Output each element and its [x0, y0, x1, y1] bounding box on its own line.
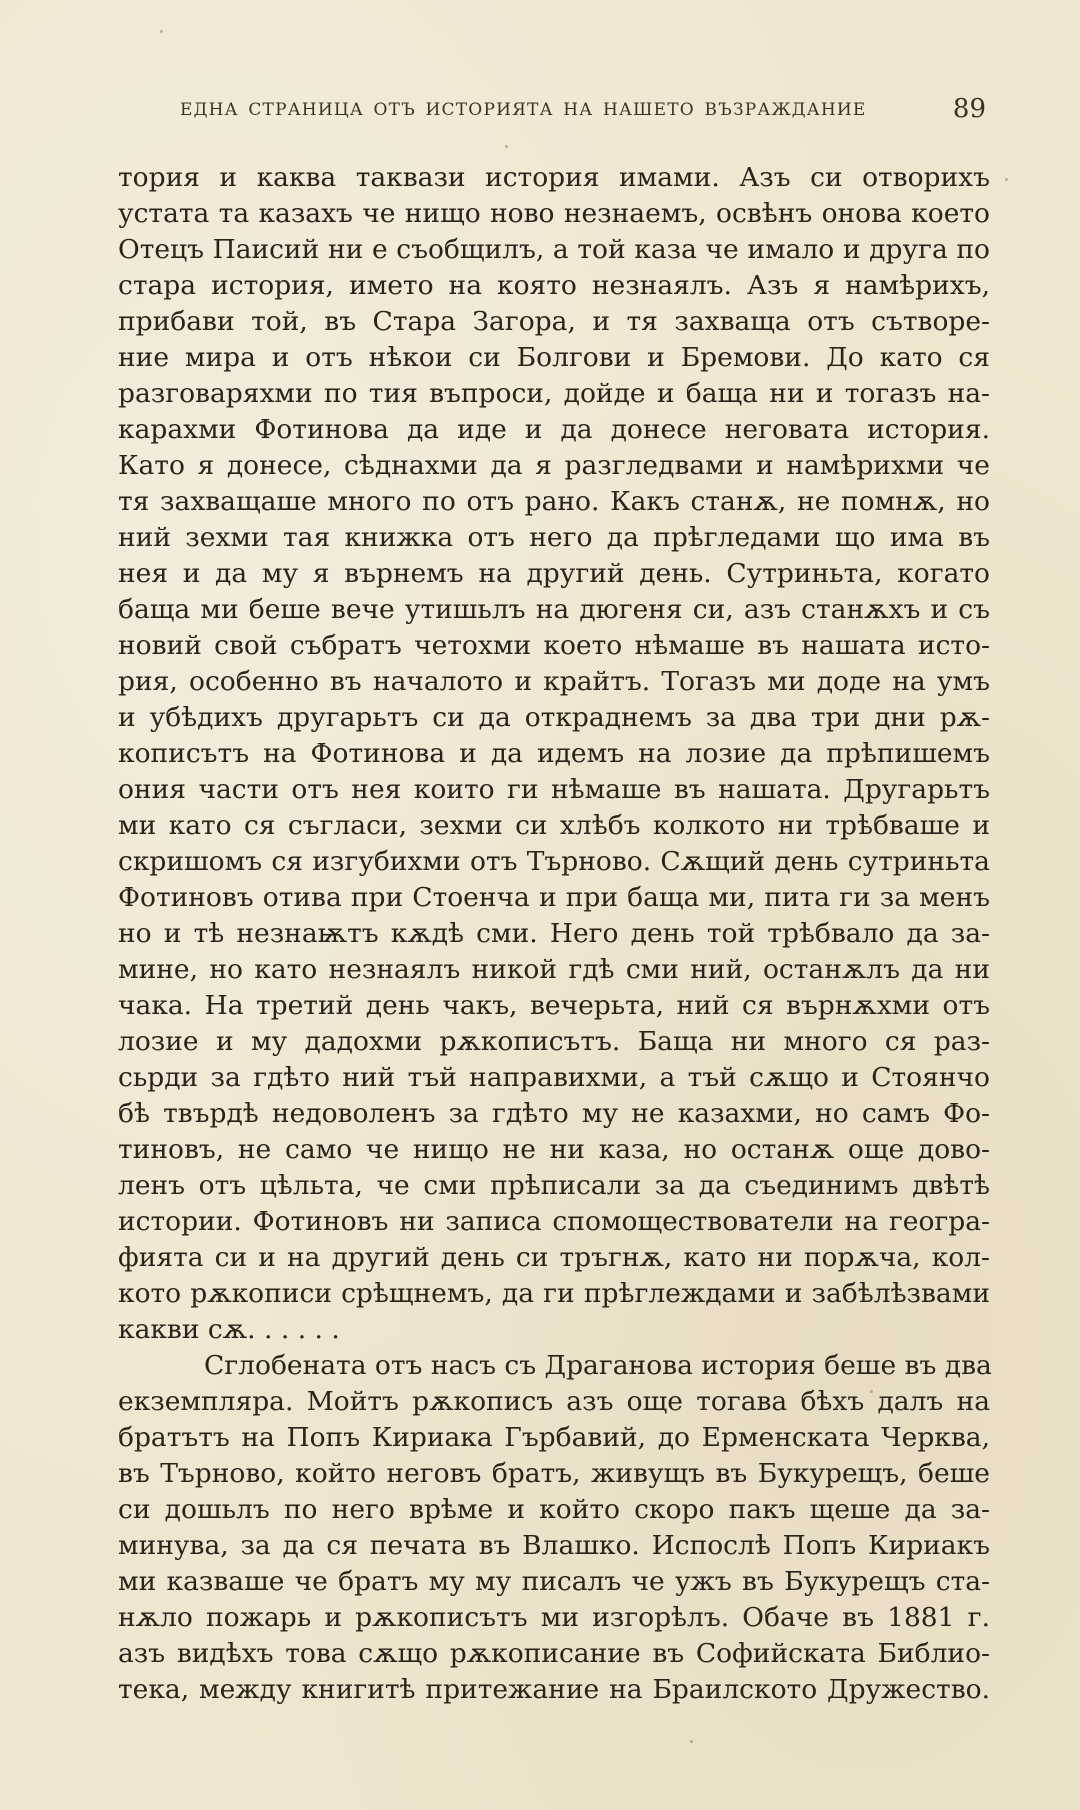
text-line: си дошьлъ по него врѣме и който скоро пакъ щеше да за-: [118, 1494, 990, 1525]
running-title: ЕДНА СТРАНИЦА ОТЪ ИСТОРИЯТА НА НАШЕТО ВЪЗРАЖДАНИЕ: [180, 100, 867, 120]
text-line: кото рѫкописи срѣщнемъ, да ги прѣглеждами и забѣлѣзвами: [118, 1278, 990, 1309]
text-line: но и тѣ незнаѭтъ кѫдѣ сми. Него день той трѣбвало да за-: [118, 918, 990, 949]
text-line: ленъ отъ цѣльта, че сми прѣписали за да съединимъ двѣтѣ: [118, 1170, 990, 1201]
text-line-paragraph-end: какви сѫ. . . . . .: [118, 1314, 340, 1345]
paper-speck: [1005, 178, 1008, 181]
text-line: въ Търново, който неговъ братъ, живущъ въ Букурещъ, беше: [118, 1458, 990, 1489]
paper-speck: [870, 1390, 873, 1393]
text-line: екземпляра. Мойтъ рѫкописъ азъ още тогава бѣхъ далъ на: [118, 1386, 990, 1417]
text-line: нея и да му я върнемъ на другий день. Сутриньта, когато: [118, 558, 990, 589]
text-line: Като я донесе, сѣднахми да я разгледвами и намѣрихми че: [118, 450, 990, 481]
page-header: [180, 96, 986, 126]
paper-speck: [690, 1740, 693, 1743]
text-line: Фотиновъ отива при Стоенча и при баща ми, пита ги за менъ: [118, 882, 990, 913]
text-line: тя захващаше много по отъ рано. Какъ станѫ, не помнѫ, но: [118, 486, 990, 517]
page-number: 89: [952, 94, 986, 124]
text-line: ми казваше че братъ му му писалъ че ужъ въ Букурещъ ста-: [118, 1566, 990, 1597]
text-line: рия, особенно въ началото и крайтъ. Тогазъ ми доде на умъ: [118, 666, 990, 697]
text-line: тека, между книгитѣ притежание на Браилското Дружество.: [118, 1674, 990, 1705]
text-line: тория и каква таквази история имами. Азъ си отворихъ: [118, 162, 990, 193]
text-line: стара история, името на която незнаялъ. Азъ я намѣрихъ,: [118, 270, 990, 301]
text-line: скришомъ ся изгубихми отъ Търново. Сѫщий день сутриньта: [118, 846, 990, 877]
text-line: ние мира и отъ нѣкои си Болгови и Бремови. До като ся: [118, 342, 990, 373]
text-line: лозие и му дадохми рѫкописътъ. Баща ни много ся раз-: [118, 1026, 990, 1057]
text-line: тиновъ, не само че нищо не ни каза, но останѫ още дово-: [118, 1134, 990, 1165]
text-line: нѫло пожарь и рѫкописътъ ми изгорѣлъ. Обаче въ 1881 г.: [118, 1602, 990, 1633]
text-line: и убѣдихъ другарьтъ си да откраднемъ за два три дни рѫ-: [118, 702, 990, 733]
text-line: братътъ на Попъ Кириака Гърбавий, до Ерменската Черква,: [118, 1422, 990, 1453]
text-line: ний зехми тая книжка отъ него да прѣгледами що има въ: [118, 522, 990, 553]
text-line: мине, но като незнаялъ никой гдѣ сми ний, останѫлъ да ни: [118, 954, 990, 985]
text-line: разговаряхми по тия въпроси, дойде и баща ни и тогазъ на-: [118, 378, 990, 409]
text-line: истории. Фотиновъ ни записа спомоществователи на геогра-: [118, 1206, 990, 1237]
text-line: устата та казахъ че нищо ново незнаемъ, освѣнъ онова което: [118, 198, 990, 229]
text-line: баща ми беше вече утишьлъ на дюгеня си, азъ станѫхъ и съ: [118, 594, 990, 625]
text-line: прибави той, въ Стара Загора, и тя захваща отъ сътворе-: [118, 306, 990, 337]
text-line: ония части отъ нея които ги нѣмаше въ нашата. Другарьтъ: [118, 774, 990, 805]
paper-speck: [505, 145, 508, 148]
text-line: минува, за да ся печата въ Влашко. Испослѣ Попъ Кириакъ: [118, 1530, 990, 1561]
text-line: ми като ся съгласи, зехми си хлѣбъ колкото ни трѣбваше и: [118, 810, 990, 841]
text-line: фията си и на другий день си тръгнѫ, като ни порѫча, кол-: [118, 1242, 990, 1273]
text-line: кописътъ на Фотинова и да идемъ на лозие да прѣпишемъ: [118, 738, 990, 769]
text-line: сьрди за гдѣто ний тъй направихми, а тъй сѫщо и Стоянчо: [118, 1062, 990, 1093]
paper-speck: [160, 30, 163, 33]
text-line: чака. На третий день чакъ, вечерьта, ний ся върнѫхми отъ: [118, 990, 990, 1021]
text-line: карахми Фотинова да иде и да донесе неговата история.: [118, 414, 990, 445]
text-line: Отецъ Паисий ни е съобщилъ, а той каза че имало и друга по: [118, 234, 990, 265]
text-line: бѣ твърдѣ недоволенъ за гдѣто му не казахми, но самъ Фо-: [118, 1098, 990, 1129]
text-line-paragraph-start: Сглобената отъ насъ съ Драганова история беше въ два: [204, 1350, 992, 1381]
text-line: новий свой събратъ четохми което нѣмаше въ нашата исто-: [118, 630, 990, 661]
text-line: азъ видѣхъ това сѫщо рѫкописание въ Софийската Библио-: [118, 1638, 990, 1669]
